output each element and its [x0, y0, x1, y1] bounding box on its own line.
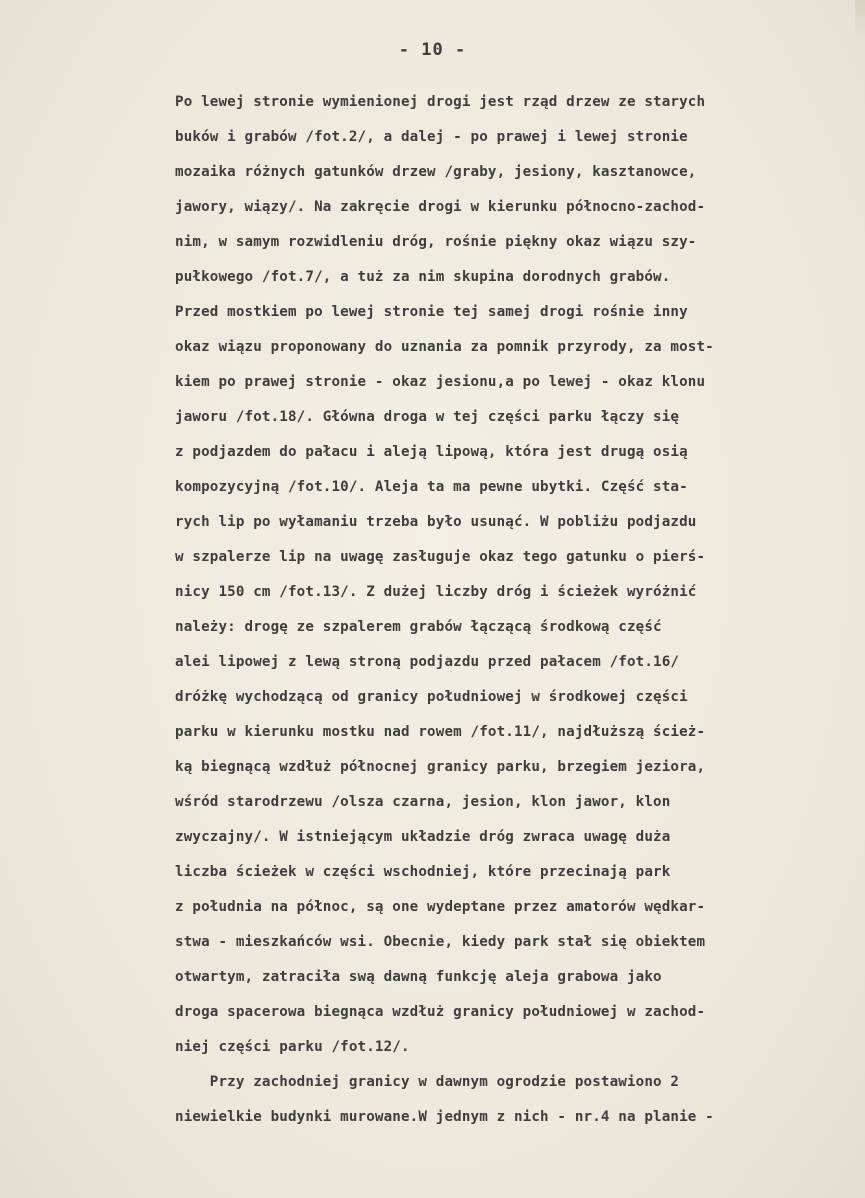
- text-line: niewielkie budynki murowane.W jednym z nich - nr.4 na planie -: [175, 1109, 714, 1125]
- page-number: - 10 -: [398, 40, 467, 60]
- text-line: jawory, wiązy/. Na zakręcie drogi w kierunku północno-zachod-: [175, 199, 706, 215]
- text-line: wśród starodrzewu /olsza czarna, jesion, klon jawor, klon: [175, 794, 671, 810]
- text-line: nim, w samym rozwidleniu dróg, rośnie piękny okaz wiązu szy-: [175, 234, 697, 250]
- text-line: ką biegnącą wzdłuż północnej granicy parku, brzegiem jeziora,: [175, 759, 706, 775]
- text-line: okaz wiązu proponowany do uznania za pomnik przyrody, za most-: [175, 339, 714, 355]
- text-line: z południa na północ, są one wydeptane przez amatorów wędkar-: [175, 899, 706, 915]
- text-line: kiem po prawej stronie - okaz jesionu,a po lewej - okaz klonu: [175, 374, 706, 390]
- text-line: dróżkę wychodzącą od granicy południowej w środkowej części: [175, 689, 688, 705]
- text-line: z podjazdem do pałacu i aleją lipową, która jest drugą osią: [175, 444, 688, 460]
- text-line: stwa - mieszkańców wsi. Obecnie, kiedy park stał się obiektem: [175, 934, 706, 950]
- text-line: Przy zachodniej granicy w dawnym ogrodzie postawiono 2: [175, 1074, 680, 1090]
- text-line: droga spacerowa biegnąca wzdłuż granicy południowej w zachod-: [175, 1004, 706, 1020]
- text-line: kompozycyjną /fot.10/. Aleja ta ma pewne ubytki. Część sta-: [175, 479, 688, 495]
- text-line: otwartym, zatraciła swą dawną funkcję aleja grabowa jako: [175, 969, 662, 985]
- text-line: niej części parku /fot.12/.: [175, 1039, 410, 1055]
- text-line: jaworu /fot.18/. Główna droga w tej części parku łączy się: [175, 409, 680, 425]
- text-line: liczba ścieżek w części wschodniej, które przecinają park: [175, 864, 671, 880]
- text-line: zwyczajny/. W istniejącym układzie dróg zwraca uwagę duża: [175, 829, 671, 845]
- text-line: należy: drogę ze szpalerem grabów łączącą środkową część: [175, 619, 662, 635]
- text-line: nicy 150 cm /fot.13/. Z dużej liczby dróg i ścieżek wyróżnić: [175, 584, 697, 600]
- text-line: Po lewej stronie wymienionej drogi jest rząd drzew ze starych: [175, 94, 706, 110]
- text-line: rych lip po wyłamaniu trzeba było usunąć. W pobliżu podjazdu: [175, 514, 697, 530]
- text-line: buków i grabów /fot.2/, a dalej - po prawej i lewej stronie: [175, 129, 688, 145]
- text-line: w szpalerze lip na uwagę zasługuje okaz tego gatunku o pierś-: [175, 549, 706, 565]
- text-line: parku w kierunku mostku nad rowem /fot.11/, najdłuższą ścież-: [175, 724, 706, 740]
- text-line: Przed mostkiem po lewej stronie tej samej drogi rośnie inny: [175, 304, 688, 320]
- paper-edge-shadow: [855, 0, 865, 40]
- text-line: alei lipowej z lewą stroną podjazdu przed pałacem /fot.16/: [175, 654, 680, 670]
- text-line: mozaika różnych gatunków drzew /graby, jesiony, kasztanowce,: [175, 164, 697, 180]
- text-line: pułkowego /fot.7/, a tuż za nim skupina dorodnych grabów.: [175, 269, 671, 285]
